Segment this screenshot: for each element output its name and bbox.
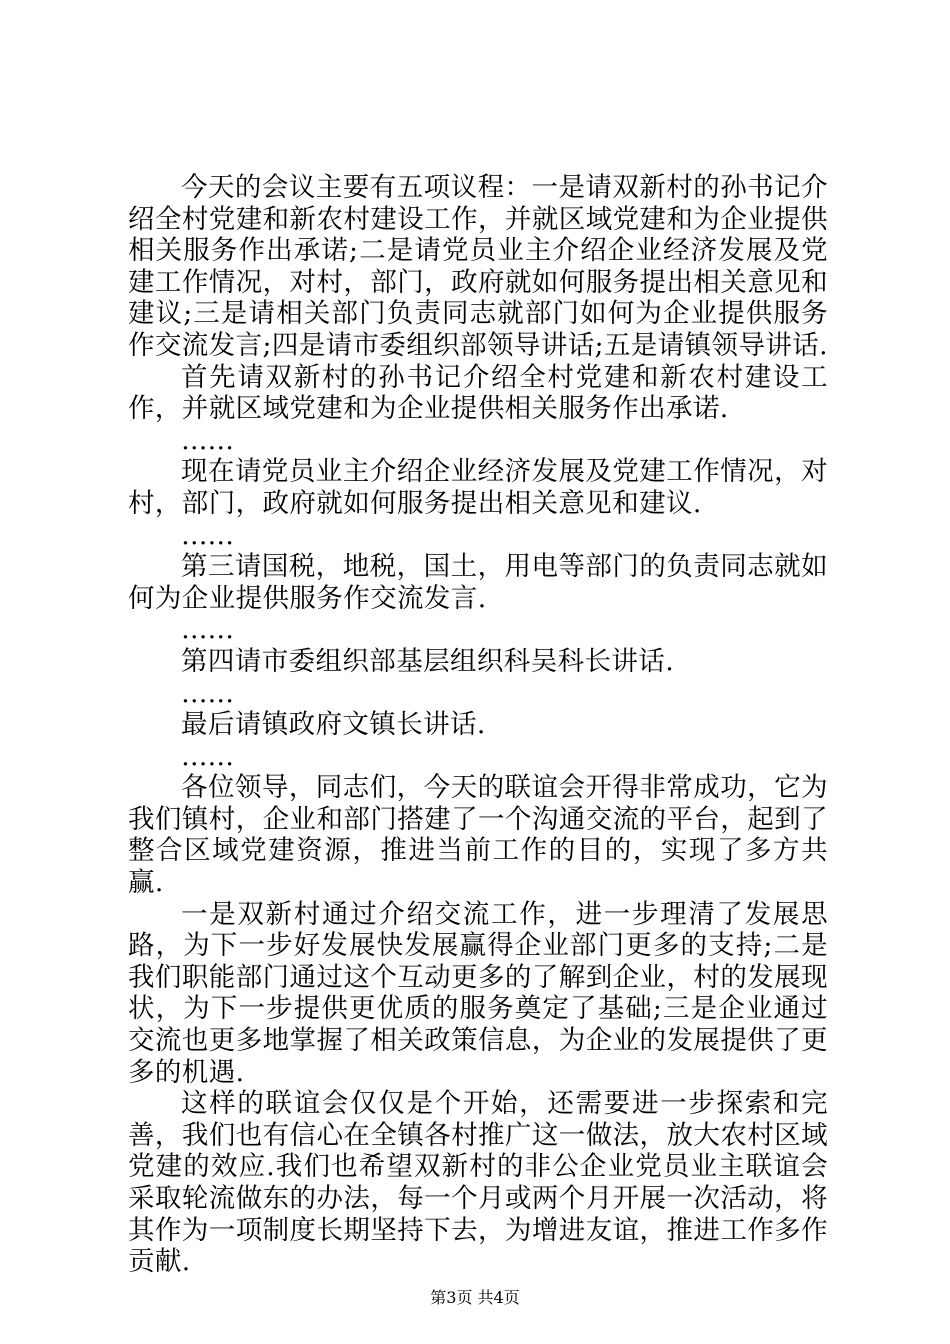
ellipsis-1: …… — [181, 424, 234, 456]
paragraph-outcomes: 一是双新村通过介绍交流工作，进一步理清了发展思路，为下一步好发展快发展赢得企业部门更多的支持;二是我们职能部门通过这个互动更多的了解到企业，村的发展现状，为下一步提供更优质的服务奠定了基础;三是企业通过交流也更多地掌握了相关政策信息，为企业的发展提供了更多的机遇. — [128, 898, 828, 1088]
document-body — [128, 172, 828, 1278]
paragraph-fifth-item: 最后请镇政府文镇长讲话. — [181, 709, 486, 741]
paragraph-closing: 这样的联谊会仅仅是个开始，还需要进一步探索和完善，我们也有信心在全镇各村推广这一做法，放大农村区域党建的效应.我们也希望双新村的非公企业党员业主联谊会采取轮流做东的办法，每一个月或两个月开展一次活动，将其作为一项制度长期坚持下去，为增进友谊，推进工作多作贡献. — [128, 1088, 828, 1278]
ellipsis-2: …… — [181, 519, 234, 551]
ellipsis-3: …… — [181, 614, 234, 646]
page-footer — [0, 1288, 950, 1308]
ellipsis-5: …… — [181, 740, 234, 772]
paragraph-summary: 各位领导，同志们，今天的联谊会开得非常成功，它为我们镇村，企业和部门搭建了一个沟通交流的平台，起到了整合区域党建资源，推进当前工作的目的，实现了多方共赢. — [128, 772, 828, 899]
paragraph-third-item: 第三请国税，地税，国土，用电等部门的负责同志就如何为企业提供服务作交流发言. — [128, 551, 828, 614]
paragraph-agenda: 今天的会议主要有五项议程：一是请双新村的孙书记介绍全村党建和新农村建设工作，并就区域党建和为企业提供相关服务作出承诺;二是请党员业主介绍企业经济发展及党建工作情况，对村，部门，政府就如何服务提出相关意见和建议;三是请相关部门负责同志就部门如何为企业提供服务作交流发言;四是请市委组织部领导讲话;五是请镇领导讲话. — [128, 172, 828, 361]
paragraph-second-item: 现在请党员业主介绍企业经济发展及党建工作情况，对村，部门，政府就如何服务提出相关意见和建议. — [128, 456, 828, 519]
paragraph-first-item: 首先请双新村的孙书记介绍全村党建和新农村建设工作，并就区域党建和为企业提供相关服务作出承诺. — [128, 361, 828, 425]
page-number-label: 第3页 共4页 — [430, 1288, 520, 1307]
paragraph-fourth-item: 第四请市委组织部基层组织科吴科长讲话. — [181, 645, 675, 677]
ellipsis-4: …… — [181, 677, 234, 709]
